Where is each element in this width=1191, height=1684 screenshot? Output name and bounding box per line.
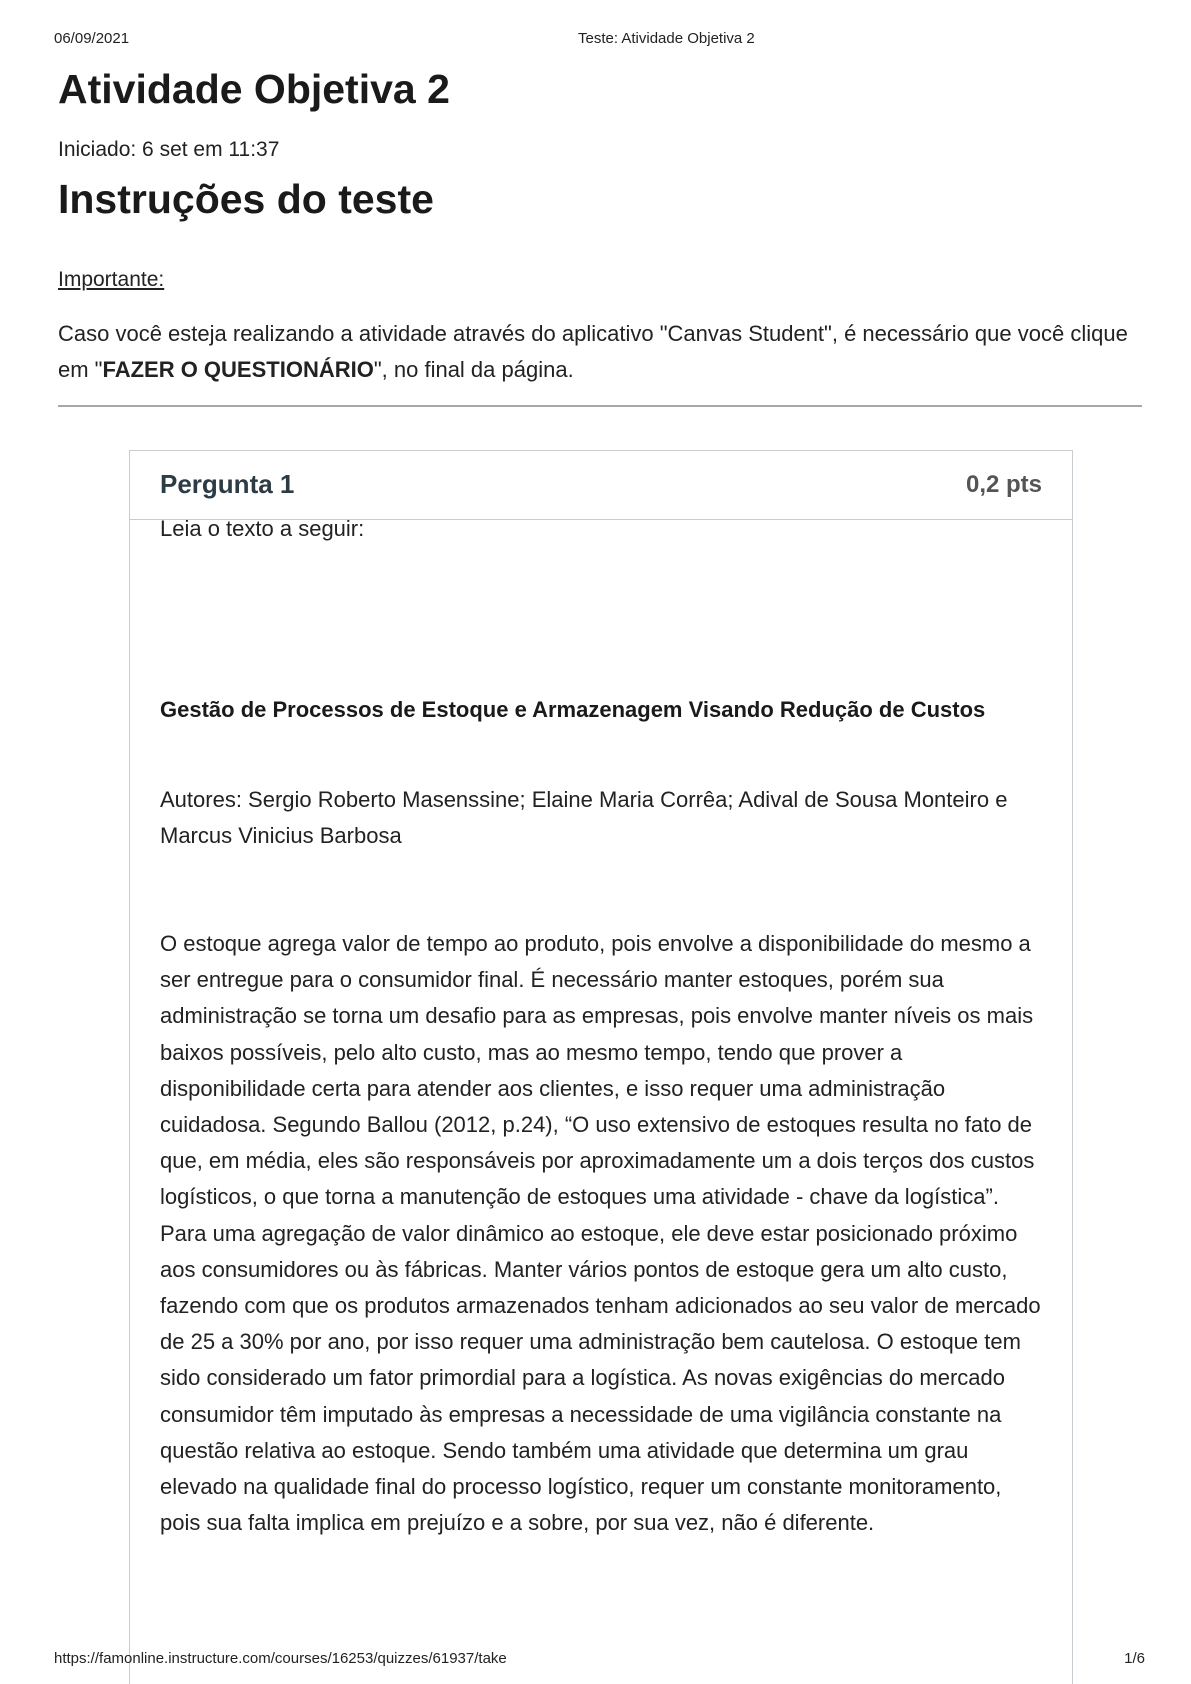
- instruction-text: [58, 316, 1138, 388]
- print-footer-url: https://famonline.instructure.com/courses/16253/quizzes/61937/take: [54, 1650, 507, 1667]
- article-authors: Autores: Sergio Roberto Masenssine; Elaine Maria Corrêa; Adival de Sousa Monteiro e Marcus Vinicius Barbosa: [160, 787, 1008, 848]
- article-title: Gestão de Processos de Estoque e Armazenagem Visando Redução de Custos: [160, 697, 986, 722]
- section-divider: [58, 405, 1142, 407]
- question-points: 0,2 pts: [965, 471, 1042, 498]
- instruction-text-part2: ", no final da página.: [373, 357, 574, 382]
- instruction-text-bold: FAZER O QUESTIONÁRIO: [102, 357, 374, 382]
- instruction-text-part1: Caso você esteja realizando a atividade através do aplicativo "Canvas Student", é necessário que você clique em ": [58, 321, 1128, 382]
- print-footer-page-number: 1/6: [1124, 1650, 1145, 1667]
- question-intro: Leia o texto a seguir:: [160, 516, 365, 541]
- started-timestamp: Iniciado: 6 set em 11:37: [58, 138, 280, 161]
- question-name: Pergunta 1: [160, 469, 295, 499]
- important-label: Importante:: [58, 268, 165, 291]
- print-header-title: Teste: Atividade Objetiva 2: [578, 30, 755, 47]
- question-header: [130, 451, 1072, 520]
- print-header-date: 06/09/2021: [54, 30, 130, 47]
- question-passage: O estoque agrega valor de tempo ao produto, pois envolve a disponibilidade do mesmo a ser entregue para o consumidor final. É necessário manter estoques, porém sua administração se torna um desafio para as empresas, pois envolve manter níveis os mais baixos possíveis, pelo alto custo, mas ao mesmo tempo, tendo que prover a disponibilidade certa para atender aos clientes, e isso requer uma administração cuidadosa. Segundo Ballou (2012, p.24), “O uso extensivo de estoques resulta no fato de que, em média, eles são responsáveis por aproximadamente um a dois terços dos custos logísticos, o que torna a manutenção de estoques uma atividade - chave da logística”. Para uma agregação de valor dinâmico ao estoque, ele deve estar posicionado próximo aos consumidores ou às fábricas. Manter vários pontos de estoque gera um alto custo, fazendo com que os produtos armazenados tenham adicionados ao seu valor de mercado de 25 a 30% por ano, por isso requer uma administração bem cautelosa. O estoque tem sido considerado um fator primordial para a logística. As novas exigências do mercado consumidor têm imputado às empresas a necessidade de uma vigilância constante na questão relativa ao estoque. Sendo também uma atividade que determina um grau elevado na qualidade final do processo logístico, requer um constante monitoramento, pois sua falta implica em prejuízo e a sobre, por sua vez, não é diferente.: [160, 931, 1041, 1536]
- page-title: Atividade Objetiva 2: [58, 66, 450, 112]
- instructions-title: Instruções do teste: [58, 176, 434, 222]
